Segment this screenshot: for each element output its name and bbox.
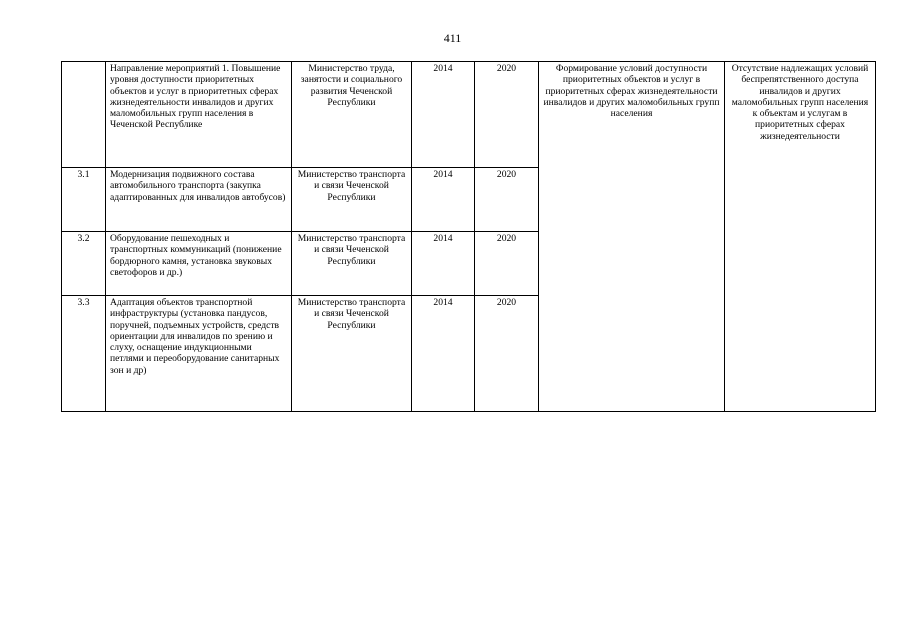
end-year: 2020 [475,168,539,232]
row-number: 3.1 [62,168,106,232]
executor: Министерство транспорта и связи Чеченской Республики [292,168,412,232]
measure-title: Направление мероприятий 1. Повышение уровня доступности приоритетных объектов и услуг в приоритетных сферах жизнедеятельности инвалидов и других маломобильных групп населения в Чеченской Республике [106,62,292,168]
end-year: 2020 [475,62,539,168]
executor: Министерство транспорта и связи Чеченской Республики [292,232,412,296]
start-year: 2014 [412,62,475,168]
table-row [62,62,876,168]
row-number [62,62,106,168]
end-year: 2020 [475,232,539,296]
row-number: 3.3 [62,296,106,412]
row-number: 3.2 [62,232,106,296]
expected-result: Формирование условий доступности приоритетных объектов и услуг в приоритетных сферах жизнедеятельности инвалидов и других маломобильных групп населения [539,62,725,412]
measures-table [61,61,876,412]
executor: Министерство труда, занятости и социального развития Чеченской Республики [292,62,412,168]
executor: Министерство транспорта и связи Чеченской Республики [292,296,412,412]
measure-title: Оборудование пешеходных и транспортных коммуникаций (понижение бордюрного камня, установка звуковых светофоров и др.) [106,232,292,296]
measure-title: Модернизация подвижного состава автомобильного транспорта (закупка адаптированных для инвалидов автобусов) [106,168,292,232]
non-implementation-consequence: Отсутствие надлежащих условий беспрепятственного доступа инвалидов и других маломобильных групп населения к объектам и услугам в приоритетных сферах жизнедеятельности [725,62,876,412]
end-year: 2020 [475,296,539,412]
start-year: 2014 [412,168,475,232]
start-year: 2014 [412,232,475,296]
page-number: 411 [443,31,462,45]
measure-title: Адаптация объектов транспортной инфраструктуры (установка пандусов, поручней, подъемных устройств, средств ориентации для инвалидов по зрению и слуху, оснащение индукционными петлями и переоборудование санитарных зон и др) [106,296,292,412]
start-year: 2014 [412,296,475,412]
